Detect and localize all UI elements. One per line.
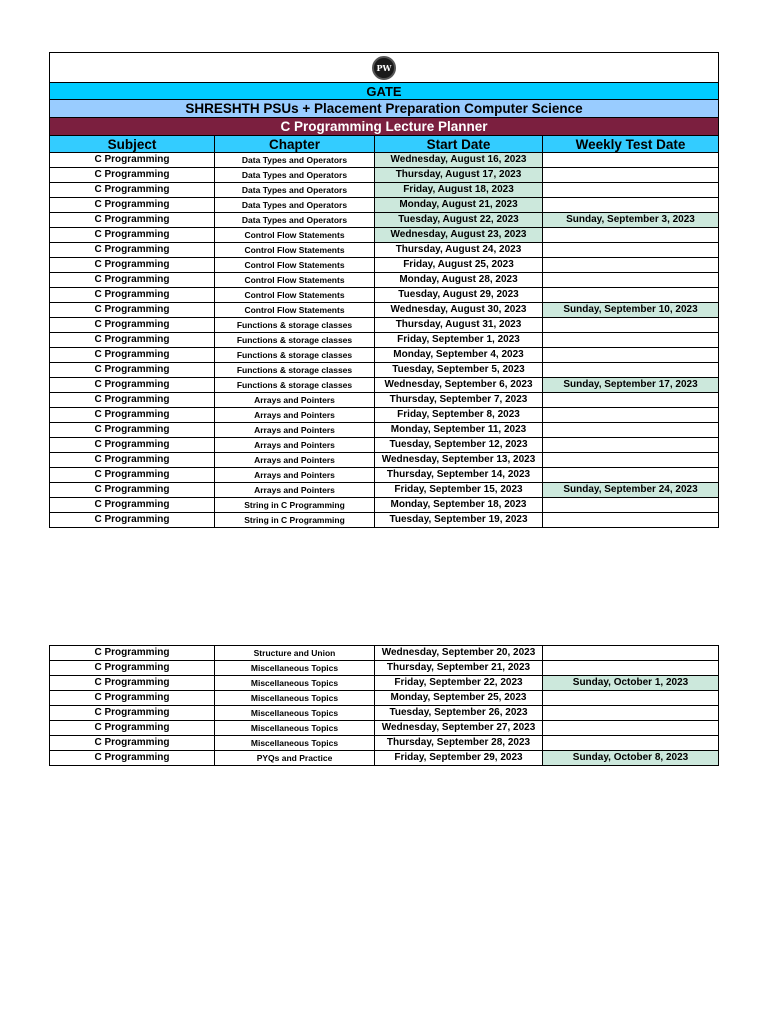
table-row xyxy=(50,676,719,691)
table-row xyxy=(50,393,719,408)
table-row xyxy=(50,318,719,333)
chapter-cell: Data Types and Operators xyxy=(215,213,375,228)
table-row xyxy=(50,198,719,213)
subject-cell: C Programming xyxy=(50,258,215,273)
table-row xyxy=(50,438,719,453)
start-date-cell: Tuesday, August 22, 2023 xyxy=(375,213,543,228)
weekly-test-date-cell: Sunday, October 8, 2023 xyxy=(543,751,719,766)
chapter-cell: Control Flow Statements xyxy=(215,228,375,243)
start-date-cell: Friday, August 25, 2023 xyxy=(375,258,543,273)
chapter-cell: Miscellaneous Topics xyxy=(215,676,375,691)
chapter-cell: Arrays and Pointers xyxy=(215,468,375,483)
weekly-test-date-cell xyxy=(543,721,719,736)
table-row xyxy=(50,153,719,168)
subject-cell: C Programming xyxy=(50,498,215,513)
weekly-test-date-cell: Sunday, September 10, 2023 xyxy=(543,303,719,318)
subject-cell: C Programming xyxy=(50,453,215,468)
pw-logo-icon: PW xyxy=(372,56,396,80)
table-row xyxy=(50,333,719,348)
table-row xyxy=(50,691,719,706)
start-date-cell: Thursday, August 31, 2023 xyxy=(375,318,543,333)
exam-title: GATE xyxy=(50,83,719,100)
weekly-test-date-cell xyxy=(543,438,719,453)
start-date-cell: Thursday, September 14, 2023 xyxy=(375,468,543,483)
subject-cell: C Programming xyxy=(50,213,215,228)
weekly-test-date-cell xyxy=(543,423,719,438)
weekly-test-date-cell xyxy=(543,393,719,408)
weekly-test-date-cell xyxy=(543,288,719,303)
chapter-cell: Data Types and Operators xyxy=(215,168,375,183)
start-date-cell: Monday, September 18, 2023 xyxy=(375,498,543,513)
chapter-cell: Structure and Union xyxy=(215,646,375,661)
weekly-test-date-cell xyxy=(543,706,719,721)
planner-title-row xyxy=(50,118,719,136)
column-header-start-date: Start Date xyxy=(375,136,543,153)
start-date-cell: Thursday, August 24, 2023 xyxy=(375,243,543,258)
subject-cell: C Programming xyxy=(50,423,215,438)
weekly-test-date-cell: Sunday, October 1, 2023 xyxy=(543,676,719,691)
subject-cell: C Programming xyxy=(50,348,215,363)
start-date-cell: Wednesday, September 13, 2023 xyxy=(375,453,543,468)
table-row xyxy=(50,721,719,736)
table-row xyxy=(50,243,719,258)
program-title: SHRESHTH PSUs + Placement Preparation Computer Science xyxy=(50,100,719,118)
logo-cell xyxy=(50,53,719,83)
weekly-test-date-cell xyxy=(543,498,719,513)
program-row xyxy=(50,100,719,118)
weekly-test-date-cell: Sunday, September 24, 2023 xyxy=(543,483,719,498)
table-row xyxy=(50,513,719,528)
subject-cell: C Programming xyxy=(50,288,215,303)
chapter-cell: Miscellaneous Topics xyxy=(215,661,375,676)
subject-cell: C Programming xyxy=(50,721,215,736)
start-date-cell: Tuesday, September 5, 2023 xyxy=(375,363,543,378)
chapter-cell: Control Flow Statements xyxy=(215,243,375,258)
start-date-cell: Wednesday, September 27, 2023 xyxy=(375,721,543,736)
chapter-cell: Functions & storage classes xyxy=(215,378,375,393)
subject-cell: C Programming xyxy=(50,378,215,393)
start-date-cell: Wednesday, September 20, 2023 xyxy=(375,646,543,661)
weekly-test-date-cell xyxy=(543,243,719,258)
table-row xyxy=(50,228,719,243)
chapter-cell: Control Flow Statements xyxy=(215,258,375,273)
subject-cell: C Programming xyxy=(50,318,215,333)
weekly-test-date-cell xyxy=(543,168,719,183)
subject-cell: C Programming xyxy=(50,483,215,498)
subject-cell: C Programming xyxy=(50,661,215,676)
lecture-planner-table-continued xyxy=(49,645,719,766)
chapter-cell: Arrays and Pointers xyxy=(215,453,375,468)
weekly-test-date-cell xyxy=(543,318,719,333)
chapter-cell: PYQs and Practice xyxy=(215,751,375,766)
chapter-cell: Data Types and Operators xyxy=(215,183,375,198)
chapter-cell: Miscellaneous Topics xyxy=(215,736,375,751)
weekly-test-date-cell xyxy=(543,228,719,243)
weekly-test-date-cell xyxy=(543,183,719,198)
subject-cell: C Programming xyxy=(50,153,215,168)
subject-cell: C Programming xyxy=(50,183,215,198)
weekly-test-date-cell xyxy=(543,363,719,378)
weekly-test-date-cell xyxy=(543,258,719,273)
table-row xyxy=(50,751,719,766)
table-row xyxy=(50,183,719,198)
weekly-test-date-cell xyxy=(543,736,719,751)
subject-cell: C Programming xyxy=(50,333,215,348)
subject-cell: C Programming xyxy=(50,646,215,661)
start-date-cell: Monday, September 11, 2023 xyxy=(375,423,543,438)
subject-cell: C Programming xyxy=(50,168,215,183)
start-date-cell: Monday, September 4, 2023 xyxy=(375,348,543,363)
weekly-test-date-cell xyxy=(543,453,719,468)
column-header-subject: Subject xyxy=(50,136,215,153)
column-header-weekly-test-date: Weekly Test Date xyxy=(543,136,719,153)
start-date-cell: Wednesday, September 6, 2023 xyxy=(375,378,543,393)
planner-title: C Programming Lecture Planner xyxy=(50,118,719,136)
subject-cell: C Programming xyxy=(50,468,215,483)
table-row xyxy=(50,258,719,273)
weekly-test-date-cell xyxy=(543,691,719,706)
chapter-cell: String in C Programming xyxy=(215,513,375,528)
chapter-cell: Functions & storage classes xyxy=(215,363,375,378)
chapter-cell: Data Types and Operators xyxy=(215,153,375,168)
table-row xyxy=(50,213,719,228)
start-date-cell: Friday, September 1, 2023 xyxy=(375,333,543,348)
chapter-cell: Control Flow Statements xyxy=(215,288,375,303)
table-row xyxy=(50,483,719,498)
subject-cell: C Programming xyxy=(50,363,215,378)
chapter-cell: Functions & storage classes xyxy=(215,318,375,333)
chapter-cell: String in C Programming xyxy=(215,498,375,513)
subject-cell: C Programming xyxy=(50,736,215,751)
start-date-cell: Friday, September 8, 2023 xyxy=(375,408,543,423)
chapter-cell: Functions & storage classes xyxy=(215,333,375,348)
chapter-cell: Miscellaneous Topics xyxy=(215,691,375,706)
logo-row xyxy=(50,53,719,83)
chapter-cell: Arrays and Pointers xyxy=(215,423,375,438)
table-row xyxy=(50,661,719,676)
chapter-cell: Data Types and Operators xyxy=(215,198,375,213)
table-row xyxy=(50,378,719,393)
weekly-test-date-cell xyxy=(543,661,719,676)
start-date-cell: Tuesday, August 29, 2023 xyxy=(375,288,543,303)
subject-cell: C Programming xyxy=(50,393,215,408)
weekly-test-date-cell xyxy=(543,333,719,348)
subject-cell: C Programming xyxy=(50,198,215,213)
weekly-test-date-cell: Sunday, September 3, 2023 xyxy=(543,213,719,228)
start-date-cell: Monday, August 21, 2023 xyxy=(375,198,543,213)
start-date-cell: Tuesday, September 19, 2023 xyxy=(375,513,543,528)
table-row xyxy=(50,498,719,513)
weekly-test-date-cell: Sunday, September 17, 2023 xyxy=(543,378,719,393)
table-row xyxy=(50,363,719,378)
start-date-cell: Wednesday, August 23, 2023 xyxy=(375,228,543,243)
subject-cell: C Programming xyxy=(50,408,215,423)
column-header-row xyxy=(50,136,719,153)
weekly-test-date-cell xyxy=(543,408,719,423)
chapter-cell: Arrays and Pointers xyxy=(215,483,375,498)
start-date-cell: Wednesday, August 30, 2023 xyxy=(375,303,543,318)
chapter-cell: Arrays and Pointers xyxy=(215,408,375,423)
start-date-cell: Friday, September 22, 2023 xyxy=(375,676,543,691)
table-row xyxy=(50,453,719,468)
weekly-test-date-cell xyxy=(543,646,719,661)
table-row xyxy=(50,468,719,483)
subject-cell: C Programming xyxy=(50,273,215,288)
start-date-cell: Thursday, September 28, 2023 xyxy=(375,736,543,751)
start-date-cell: Tuesday, September 12, 2023 xyxy=(375,438,543,453)
chapter-cell: Arrays and Pointers xyxy=(215,438,375,453)
table-row xyxy=(50,168,719,183)
table-row xyxy=(50,736,719,751)
table-row xyxy=(50,706,719,721)
chapter-cell: Arrays and Pointers xyxy=(215,393,375,408)
start-date-cell: Friday, September 15, 2023 xyxy=(375,483,543,498)
column-header-chapter: Chapter xyxy=(215,136,375,153)
subject-cell: C Programming xyxy=(50,438,215,453)
start-date-cell: Friday, August 18, 2023 xyxy=(375,183,543,198)
table-row xyxy=(50,303,719,318)
exam-row xyxy=(50,83,719,100)
start-date-cell: Thursday, August 17, 2023 xyxy=(375,168,543,183)
table-row xyxy=(50,408,719,423)
chapter-cell: Miscellaneous Topics xyxy=(215,721,375,736)
subject-cell: C Programming xyxy=(50,751,215,766)
start-date-cell: Monday, August 28, 2023 xyxy=(375,273,543,288)
start-date-cell: Thursday, September 7, 2023 xyxy=(375,393,543,408)
table-row xyxy=(50,273,719,288)
subject-cell: C Programming xyxy=(50,243,215,258)
chapter-cell: Control Flow Statements xyxy=(215,273,375,288)
chapter-cell: Functions & storage classes xyxy=(215,348,375,363)
chapter-cell: Control Flow Statements xyxy=(215,303,375,318)
subject-cell: C Programming xyxy=(50,706,215,721)
weekly-test-date-cell xyxy=(543,468,719,483)
table-row xyxy=(50,423,719,438)
subject-cell: C Programming xyxy=(50,513,215,528)
start-date-cell: Wednesday, August 16, 2023 xyxy=(375,153,543,168)
start-date-cell: Tuesday, September 26, 2023 xyxy=(375,706,543,721)
table-row xyxy=(50,348,719,363)
subject-cell: C Programming xyxy=(50,228,215,243)
chapter-cell: Miscellaneous Topics xyxy=(215,706,375,721)
weekly-test-date-cell xyxy=(543,198,719,213)
lecture-planner-table xyxy=(49,52,719,528)
weekly-test-date-cell xyxy=(543,153,719,168)
weekly-test-date-cell xyxy=(543,348,719,363)
start-date-cell: Monday, September 25, 2023 xyxy=(375,691,543,706)
weekly-test-date-cell xyxy=(543,273,719,288)
start-date-cell: Thursday, September 21, 2023 xyxy=(375,661,543,676)
subject-cell: C Programming xyxy=(50,676,215,691)
start-date-cell: Friday, September 29, 2023 xyxy=(375,751,543,766)
table-row xyxy=(50,646,719,661)
table-row xyxy=(50,288,719,303)
subject-cell: C Programming xyxy=(50,303,215,318)
subject-cell: C Programming xyxy=(50,691,215,706)
weekly-test-date-cell xyxy=(543,513,719,528)
